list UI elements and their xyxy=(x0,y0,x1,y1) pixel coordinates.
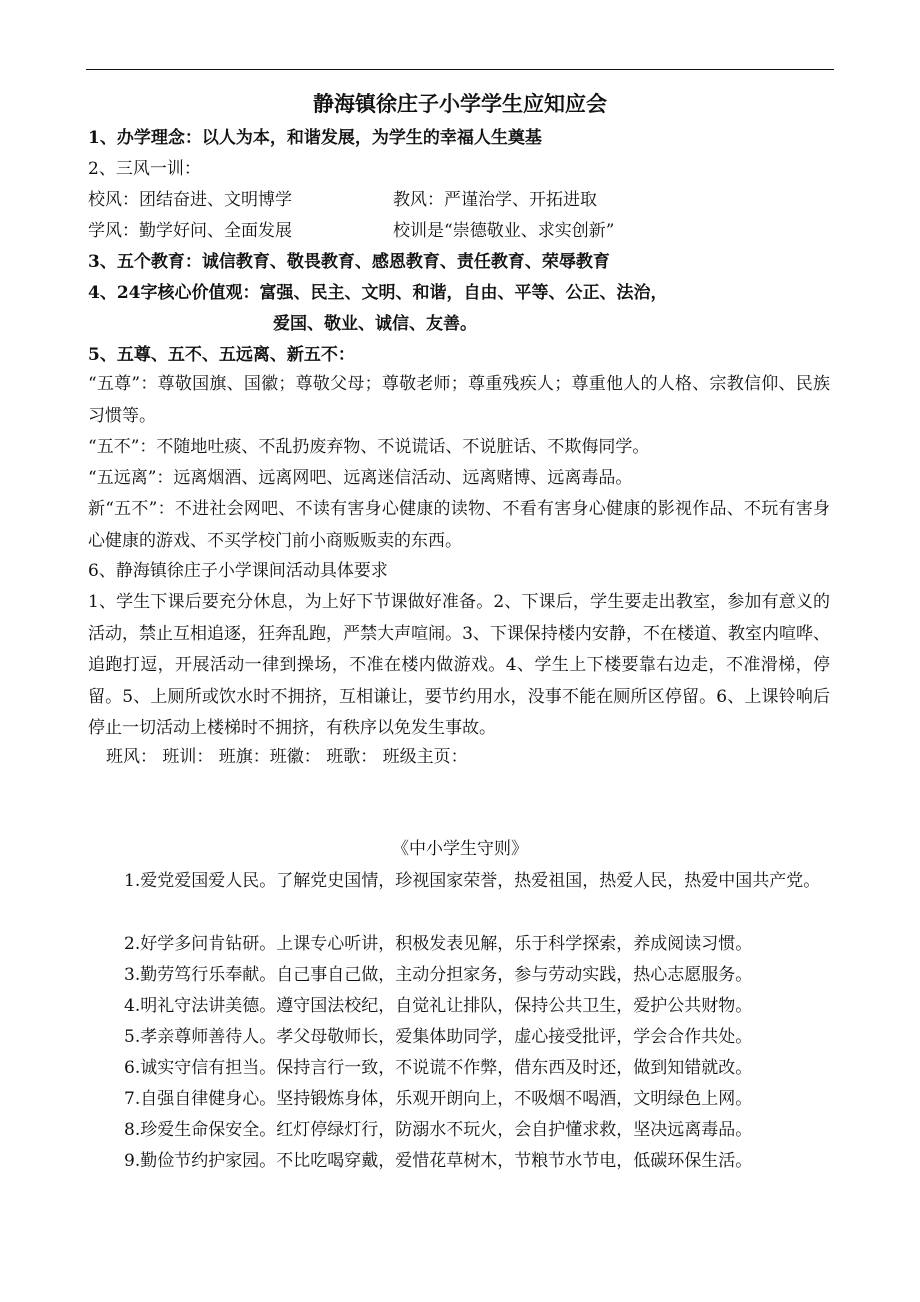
rule-item-5: 5.孝亲尊师善待人。孝父母敬师长，爱集体助同学，虚心接受批评，学会合作共处。 xyxy=(124,1027,753,1047)
study-style: 学风：勤学好问、全面发展 xyxy=(88,221,292,241)
section-2-heading: 2、三风一训： xyxy=(88,159,201,179)
section-6-heading: 6、静海镇徐庄子小学课间活动具体要求 xyxy=(88,561,388,581)
rule-item-2: 2.好学多问肯钻研。上课专心听讲，积极发表见解，乐于科学探索，养成阅读习惯。 xyxy=(124,934,753,954)
rule-item-6: 6.诚实守信有担当。保持言行一致，不说谎不作弊，借东西及时还，做到知错就改。 xyxy=(124,1058,753,1078)
school-style: 校风：团结奋进、文明博学 xyxy=(88,190,292,210)
school-motto: 校训是“崇德敬业、求实创新” xyxy=(393,221,615,241)
class-info-line: 班风： 班训： 班旗：班徽： 班歌： 班级主页： xyxy=(106,747,468,767)
rule-item-7: 7.自强自律健身心。坚持锻炼身体，乐观开朗向上，不吸烟不喝酒，文明绿色上网。 xyxy=(124,1089,753,1109)
section-4-core-values-line2: 爱国、敬业、诚信、友善。 xyxy=(273,314,477,334)
rule-item-9: 9.勤俭节约护家园。不比吃喝穿戴，爱惜花草树木，节粮节水节电，低碳环保生活。 xyxy=(124,1151,753,1171)
teaching-style: 教风：严谨治学、开拓进取 xyxy=(393,190,597,210)
header-rule xyxy=(86,69,834,70)
wuzun-paragraph: “五尊”：尊敬国旗、国徽；尊敬父母；尊敬老师；尊重残疾人；尊重他人的人格、宗教信仰、民族习惯等。 xyxy=(88,374,830,426)
rule-item-3: 3.勤劳笃行乐奉献。自己事自己做，主动分担家务，参与劳动实践，热心志愿服务。 xyxy=(124,965,753,985)
section-3-five-educations: 3、五个教育：诚信教育、敬畏教育、感恩教育、责任教育、荣辱教育 xyxy=(88,252,610,272)
section-5-heading: 5、五尊、五不、五远离、新五不： xyxy=(88,345,355,365)
section-4-core-values-line1: 4、24字核心价值观：富强、民主、文明、和谐，自由、平等、公正、法治， xyxy=(88,283,668,303)
rule-item-1: 1.爱党爱国爱人民。了解党史国情，珍视国家荣誉，热爱祖国，热爱人民，热爱中国共产党。 xyxy=(124,871,821,891)
section-1-philosophy: 1、办学理念：以人为本，和谐发展，为学生的幸福人生奠基 xyxy=(88,128,542,148)
rule-item-4: 4.明礼守法讲美德。遵守国法校纪，自觉礼让排队，保持公共卫生，爱护公共财物。 xyxy=(124,996,753,1016)
wubu-paragraph: “五不”：不随地吐痰、不乱扔废弃物、不说谎话、不说脏话、不欺侮同学。 xyxy=(88,437,650,457)
row-school-teaching-style xyxy=(88,189,833,211)
rule-item-8: 8.珍爱生命保安全。红灯停绿灯行，防溺水不玩火，会自护懂求救，坚决远离毒品。 xyxy=(124,1120,753,1140)
xinwubu-paragraph: 新“五不”：不进社会网吧、不读有害身心健康的读物、不看有害身心健康的影视作品、不玩有害身心健康的游戏、不买学校门前小商贩贩卖的东西。 xyxy=(88,499,830,551)
rules-title: 《中小学生守则》 xyxy=(392,839,528,859)
row-study-style-motto xyxy=(88,220,833,242)
page-title: 静海镇徐庄子小学学生应知应会 xyxy=(313,91,607,116)
wuyuanli-paragraph: “五远离”：远离烟酒、远离网吧、远离迷信活动、远离赌博、远离毒品。 xyxy=(88,468,633,488)
section-6-body: 1、学生下课后要充分休息，为上好下节课做好准备。2、下课后，学生要走出教室，参加有意义的活动，禁止互相追逐，狂奔乱跑，严禁大声喧闹。3、下课保持楼内安静，不在楼道、教室内喧哗、追跑打逗，开展活动一律到操场，不准在楼内做游戏。4、学生上下楼要靠右边走，不准滑梯，停留。5、上厕所或饮水时不拥挤，互相谦让，要节约用水，没事不能在厕所区停留。6、上课铃响后停止一切活动上楼梯时不拥挤，有秩序以免发生事故。 xyxy=(88,592,830,739)
